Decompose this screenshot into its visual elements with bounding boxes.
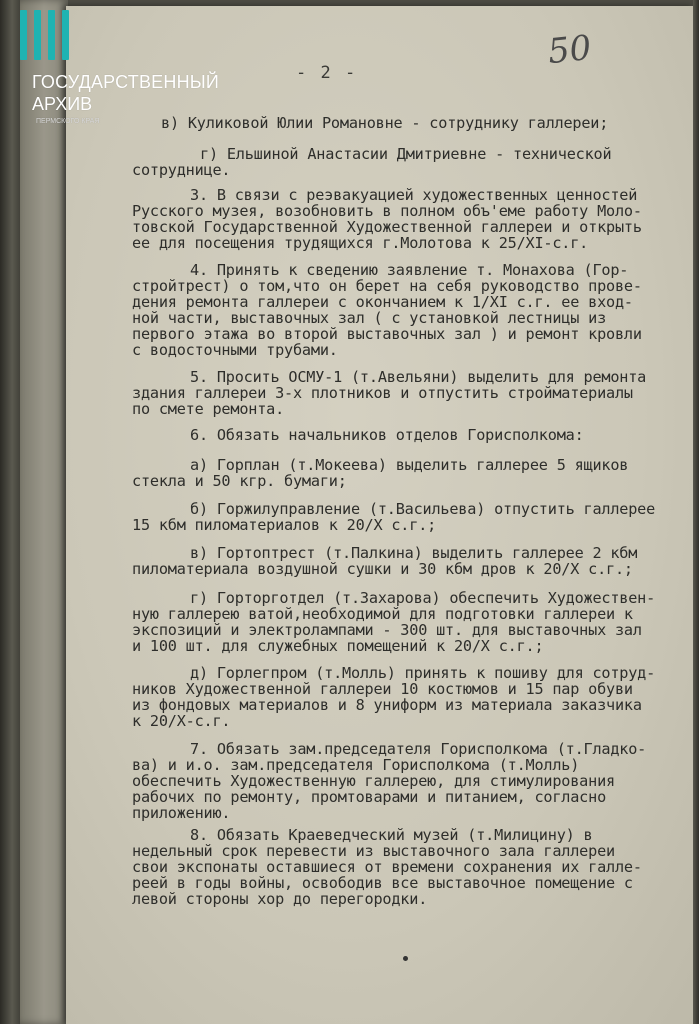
text-line: 15 кбм пиломатериалов к 20/X с.г.; [132,516,437,534]
text-line: левой стороны хор до перегородки. [132,890,428,908]
logo-bar-icon [48,10,55,60]
logo-text: АРХИВ [32,94,93,114]
text-line: 3. В связи с реэвакуацией художественных ценностей [190,186,638,204]
text-line: ее для посещения трудящихся г.Молотова к 25/XI-с.г. [132,234,589,252]
text-line: товской Государственной Художественной галлереи и открыть [132,218,642,236]
text-line: 8. Обязать Краеведческий музей (т.Милицину) в [190,826,593,844]
text-line: реей в годы войны, освободив все выставочное помещение с [132,874,633,892]
text-line: г) Ельшиной Анастасии Дмитриевне - технической [200,145,612,163]
archive-logo [8,6,220,126]
text-line: ной части, выставочных зал ( с установкой лестницы из [132,309,607,327]
text-line: с водосточными трубами. [132,341,338,359]
text-line: а) Горплан (т.Мокеева) выделить галлерее 5 ящиков [190,456,629,474]
logo-bar-icon [62,10,69,60]
logo-subtext: ПЕРМСКОГО КРАЯ [36,118,100,125]
text-line: по смете ремонта. [132,400,285,418]
text-line: первого этажа во второй выставочных зал ) и ремонт кровли [132,325,642,343]
text-line: б) Горжилуправление (т.Васильева) отпустить галлерее [190,500,656,518]
text-line: г) Горторготдел (т.Захарова) обеспечить Художествен- [190,589,656,607]
text-line: дения ремонта галлереи с окончанием к 1/XI с.г. ее вход- [132,293,633,311]
text-line: и 100 шт. для служебных помещений к 20/X с.г.; [132,637,544,655]
previous-page-edge [20,0,68,1024]
text-line: ников Художественной галлереи 10 костюмов и 15 пар обуви [132,680,633,698]
text-line: д) Горлегпром (т.Молль) принять к пошиву для сотруд- [190,664,656,682]
text-line: ва) и и.о. зам.председателя Горисполкома (т.Молль) [132,756,580,774]
page-right-edge [693,0,699,1024]
text-line: стройтрест) о том,что он берет на себя руководство прове- [132,277,642,295]
handwritten-sheet-number: 50 [546,27,594,73]
text-line: пиломатериала воздушной сушки и 30 кбм дров к 20/X с.г.; [132,560,633,578]
text-line: экспозиций и электролампами - 300 шт. для выставочных зал [132,621,642,639]
text-line: 5. Просить ОСМУ-1 (т.Авельяни) выделить для ремонта [190,368,647,386]
logo-bar-icon [20,10,27,60]
text-line: к 20/X-с.г. [132,712,231,730]
text-line: недельный срок перевести из выставочного зала галлереи [132,842,615,860]
text-line: ную галлерею ватой,необходимой для подготовки галлереи к [132,605,633,623]
text-line: в) Гортоптрест (т.Палкина) выделить галлерее 2 кбм [190,544,638,562]
text-line: сотруднице. [132,161,231,179]
text-line: 4. Принять к сведению заявление т. Монахова (Гор- [190,261,629,279]
text-line: свои экспонаты оставшиеся от времени сохранения их галле- [132,858,642,876]
text-line: Русского музея, возобновить в полном объ'еме работу Моло- [132,202,642,220]
text-line: стекла и 50 кгр. бумаги; [132,472,347,490]
text-line: здания галлереи 3-х плотников и отпустить стройматериалы [132,384,633,402]
logo-bar-icon [34,10,41,60]
text-line: 6. Обязать начальников отделов Горисполкома: [190,426,584,444]
text-line: приложению. [132,804,231,822]
text-line: 7. Обязать зам.председателя Горисполкома (т.Гладко- [190,740,647,758]
logo-text: ГОСУДАРСТВЕННЫЙ [32,72,220,92]
page-number: - 2 - [296,63,358,83]
text-line: из фондовых материалов и 8 униформ из материала заказчика [132,696,642,714]
staple-mark [403,956,408,961]
text-line: обеспечить Художественную галлерею, для стимулирования [132,772,615,790]
text-line: в) Куликовой Юлии Романовне - сотруднику галлереи; [161,114,609,132]
text-line: рабочих по ремонту, промтоварами и питанием, согласно [132,788,607,806]
binding-spine [0,0,22,1024]
